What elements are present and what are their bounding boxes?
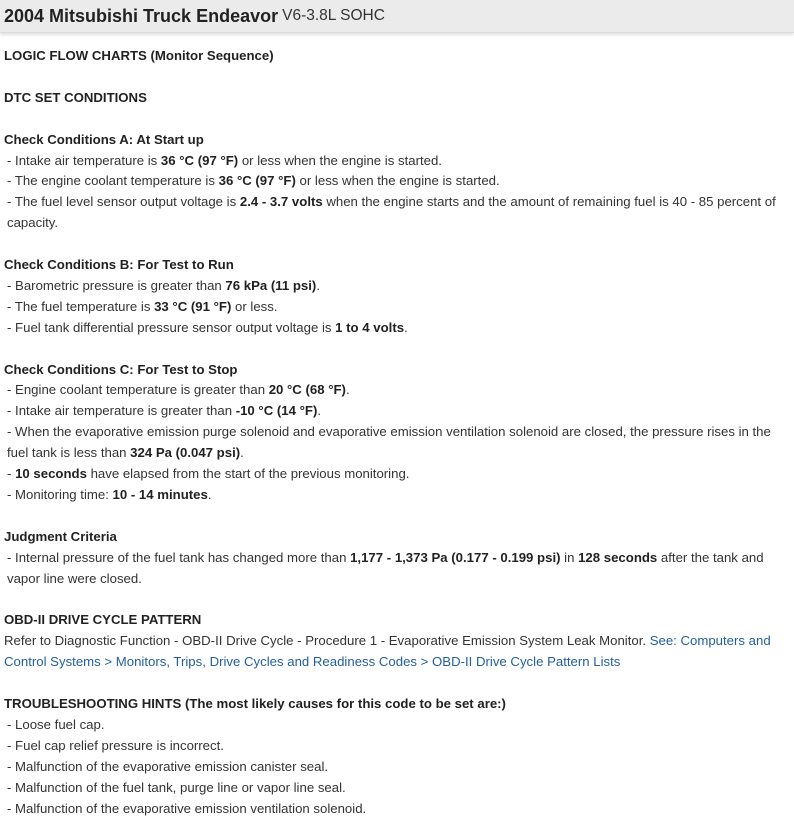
see-computers-link[interactable]: See: Computers and Control Systems > Monitors, Trips, Drive Cycles and Readiness Codes > OBD-II Drive Cycle Pattern Lists: [4, 633, 771, 670]
list-item: - Intake air temperature is 36 °C (97 °F) or less when the engine is started.: [7, 152, 442, 168]
check-conditions-b-heading: Check Conditions B: For Test to Run: [4, 257, 234, 273]
engine-subtitle: V6-3.8L SOHC: [282, 7, 385, 24]
list-item: - Malfunction of the fuel tank, purge line or vapor line seal.: [7, 779, 346, 795]
check-conditions-c-heading: Check Conditions C: For Test to Stop: [4, 361, 238, 377]
list-item: - Malfunction of the evaporative emission canister seal.: [7, 758, 329, 774]
check-conditions-a-heading: Check Conditions A: At Start up: [4, 131, 204, 147]
list-item: - Engine coolant temperature is greater than 20 °C (68 °F).: [7, 382, 350, 398]
list-item: - 10 seconds have elapsed from the start of the previous monitoring.: [7, 466, 410, 482]
list-item: - When the evaporative emission purge solenoid and evaporative emission ventilation solenoid are closed, the pressure rises in the fuel tank is less than 324 Pa (0.047 psi).: [7, 424, 771, 461]
list-item: - The fuel temperature is 33 °C (91 °F) or less.: [7, 298, 278, 314]
vehicle-title: 2004 Mitsubishi Truck Endeavor: [4, 5, 279, 26]
list-item: - Loose fuel cap.: [7, 716, 105, 732]
judgment-criteria-heading: Judgment Criteria: [4, 528, 117, 544]
page-header: [0, 0, 794, 33]
list-item: - The fuel level sensor output voltage is 2.4 - 3.7 volts when the engine starts and the amount of remaining fuel is 40 - 85 percent of capacity.: [7, 194, 776, 231]
troubleshooting-hints-heading: TROUBLESHOOTING HINTS (The most likely causes for this code to be set are:): [4, 695, 506, 711]
list-item: - Malfunction of the evaporative emission ventilation solenoid.: [7, 800, 367, 816]
document-body: [0, 33, 794, 819]
list-item: - Intake air temperature is greater than -10 °C (14 °F).: [7, 403, 322, 419]
list-item: - Monitoring time: 10 - 14 minutes.: [7, 486, 212, 502]
logic-flow-heading: LOGIC FLOW CHARTS (Monitor Sequence): [4, 48, 274, 63]
list-item: - Internal pressure of the fuel tank has changed more than 1,177 - 1,373 Pa (0.177 - 0.199 psi) in 128 seconds after the tank and vapor line were closed.: [7, 549, 764, 586]
list-item: - The engine coolant temperature is 36 °C (97 °F) or less when the engine is started.: [7, 173, 500, 189]
dtc-set-conditions-heading: DTC SET CONDITIONS: [4, 89, 147, 105]
list-item: - Barometric pressure is greater than 76 kPa (11 psi).: [7, 277, 320, 293]
list-item: - Fuel tank differential pressure sensor output voltage is 1 to 4 volts.: [7, 319, 408, 335]
obd-drive-cycle-heading: OBD-II DRIVE CYCLE PATTERN: [4, 612, 202, 628]
list-item: - Fuel cap relief pressure is incorrect.: [7, 737, 224, 753]
obd-drive-cycle-text: Refer to Diagnostic Function - OBD-II Drive Cycle - Procedure 1 - Evaporative Emission System Leak Monitor. See: Computers and Control Systems > Monitors, Trips, Drive Cycles and Readiness Codes > OBD-II Drive Cycle Pattern Lists: [4, 633, 771, 670]
